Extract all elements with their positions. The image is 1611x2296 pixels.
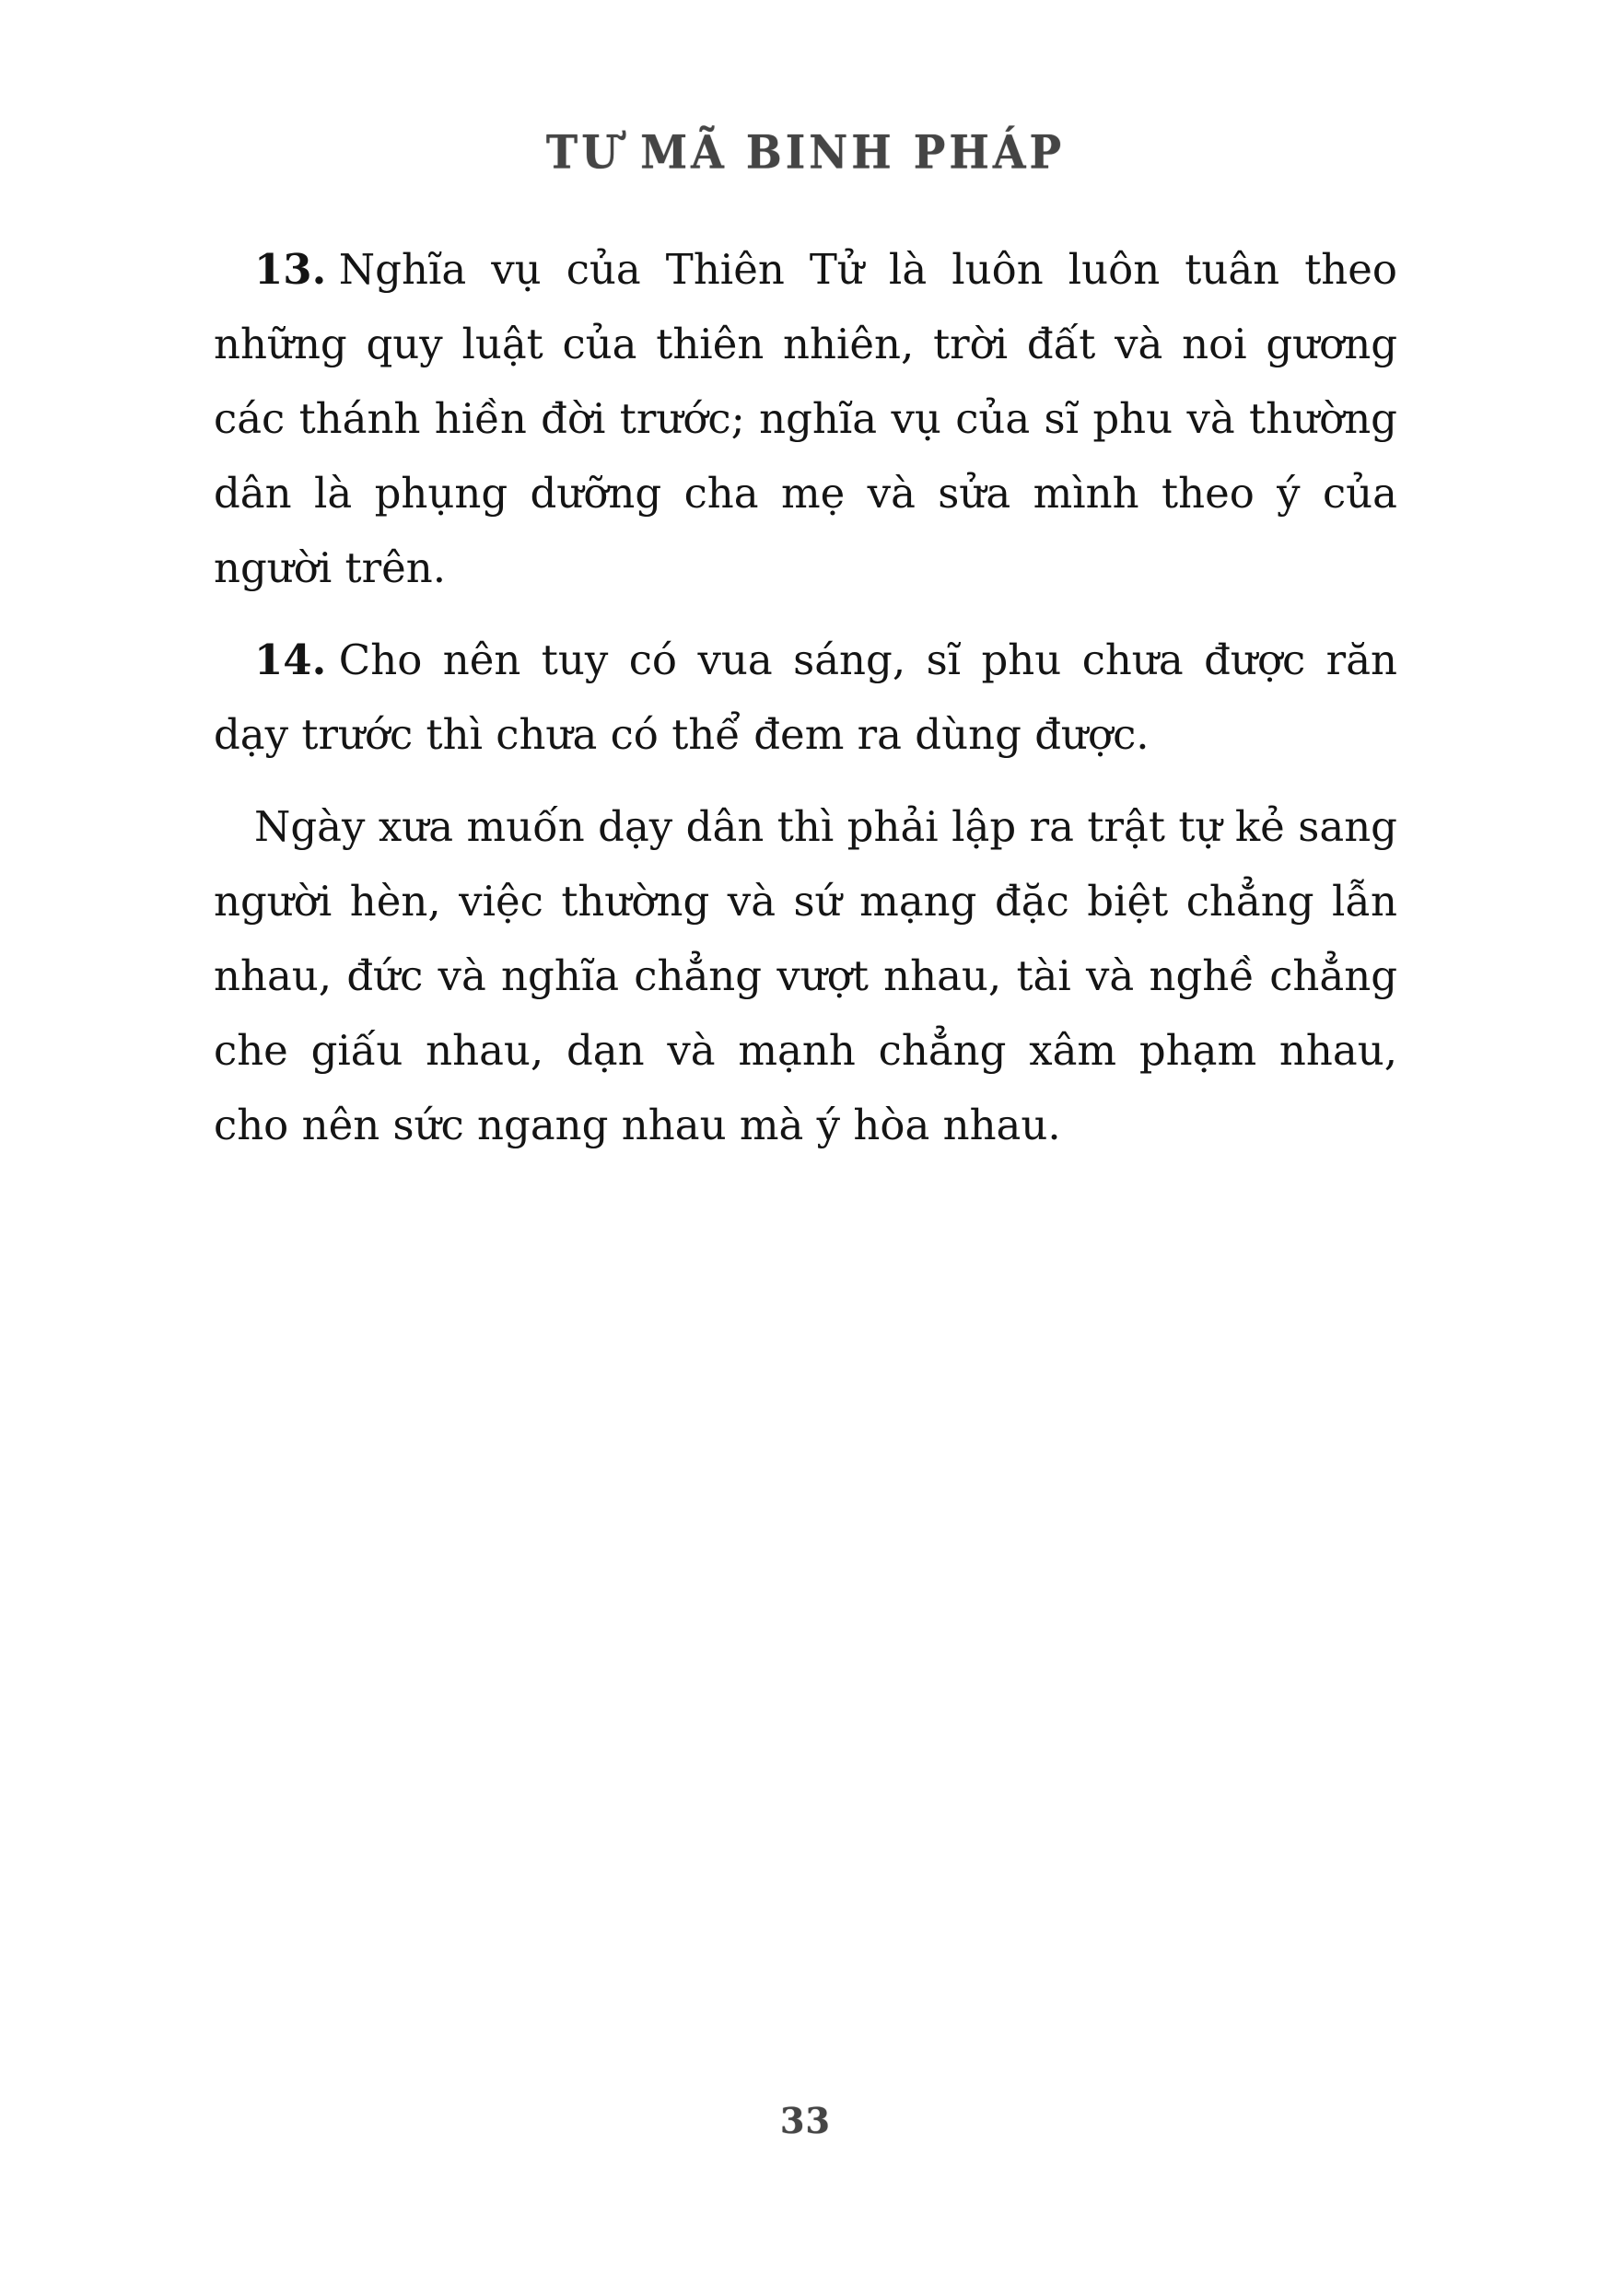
- body-paragraph: [214, 623, 1397, 772]
- body-paragraph: [214, 789, 1397, 1162]
- paragraph-text: Cho nên tuy có vua sáng, sĩ phu chưa được răn dạy trước thì chưa có thể đem ra dùng được.: [214, 635, 1397, 759]
- page-body: [214, 232, 1397, 1180]
- page-number: 33: [780, 2100, 831, 2141]
- paragraph-number: 13.: [254, 245, 327, 294]
- paragraph-text: Nghĩa vụ của Thiên Tử là luôn luôn tuân theo những quy luật của thiên nhiên, trời đất và noi gương các thánh hiền đời trước; nghĩa vụ của sĩ phu và thường dân là phụng dưỡng cha mẹ và sửa mình theo ý của người trên.: [214, 245, 1397, 592]
- running-header-title: TƯ MÃ BINH PHÁP: [545, 124, 1066, 180]
- body-paragraph: [214, 232, 1397, 605]
- paragraph-number: 14.: [254, 635, 327, 684]
- paragraph-text: Ngày xưa muốn dạy dân thì phải lập ra trật tự kẻ sang người hèn, việc thường và sứ mạng đặc biệt chẳng lẫn nhau, đức và nghĩa chẳng vượt nhau, tài và nghề chẳng che giấu nhau, dạn và mạnh chẳng xâm phạm nhau, cho nên sức ngang nhau mà ý hòa nhau.: [214, 802, 1397, 1149]
